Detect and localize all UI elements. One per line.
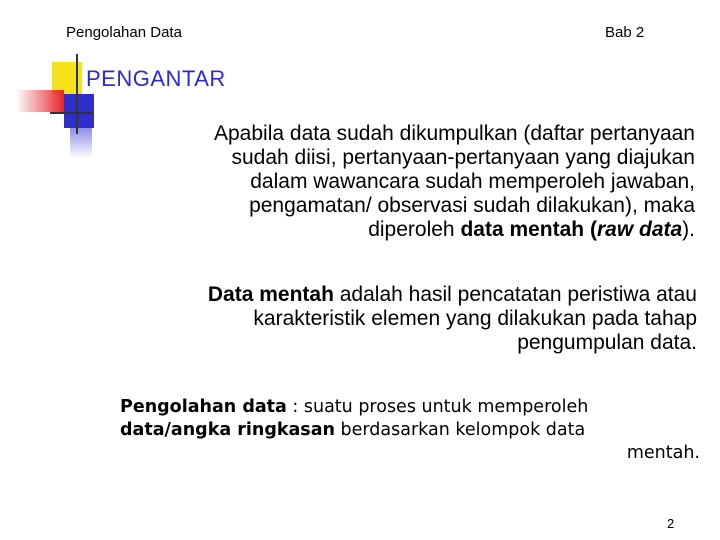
decor-horizontal-line	[50, 112, 94, 114]
bold-term: Data mentah	[207, 283, 334, 306]
paragraph-line: diperoleh data mentah (raw data).	[368, 218, 695, 241]
paragraph-line: mentah.	[626, 443, 700, 463]
header-title: Pengolahan Data	[66, 24, 182, 41]
paragraph-line: sudah diisi, pertanyaan-pertanyaan yang diajukan	[231, 146, 695, 169]
paragraph-line: Data mentah adalah hasil pencatatan peristiwa atau	[207, 283, 697, 306]
header-chapter: Bab 2	[605, 24, 645, 41]
paragraph-line: Apabila data sudah dikumpulkan (daftar pertanyaan	[214, 122, 695, 145]
paragraph-line: Pengolahan data : suatu proses untuk memperoleh	[120, 397, 589, 417]
paragraph-line: pengamatan/ observasi sudah dilakukan), maka	[249, 194, 695, 217]
paragraph-line: data/angka ringkasan berdasarkan kelompok data	[120, 420, 586, 440]
bold-term: data/angka ringkasan	[120, 420, 335, 440]
decor-red-gradient-bar	[16, 90, 64, 112]
paragraph-line: karakteristik elemen yang dilakukan pada tahap	[253, 307, 697, 330]
bold-term: data mentah (	[460, 218, 597, 241]
decor-blue-fade	[70, 128, 92, 158]
slide-title: PENGANTAR	[86, 66, 226, 91]
bold-term: Pengolahan data	[120, 397, 287, 417]
italic-term: raw data	[596, 218, 683, 241]
paragraph-line: dalam wawancara sudah memperoleh jawaban,	[250, 170, 695, 193]
paragraph-line: pengumpulan data.	[517, 331, 697, 354]
paragraph-definition-processing	[120, 396, 700, 465]
paragraph-raw-data	[95, 122, 695, 242]
paragraph-definition-raw-data	[85, 283, 697, 355]
decor-vertical-line	[76, 54, 78, 134]
page-number: 2	[667, 516, 675, 531]
decor-blue-square	[64, 94, 94, 128]
